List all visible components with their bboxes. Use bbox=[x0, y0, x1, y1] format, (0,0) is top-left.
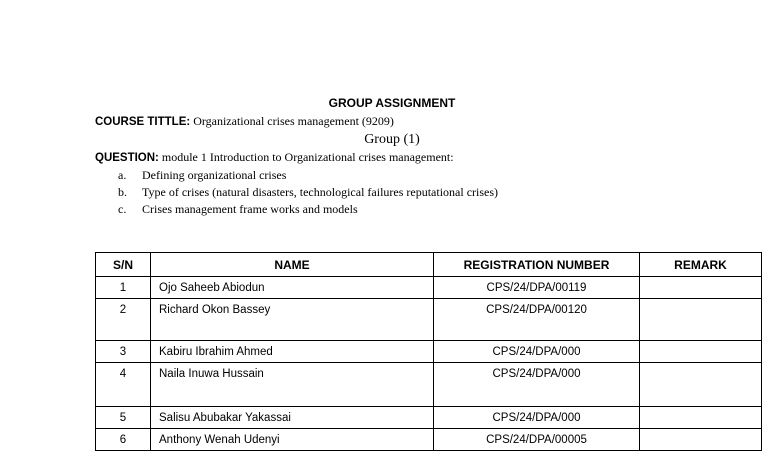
list-marker: a. bbox=[118, 168, 127, 182]
cell-registration: CPS/24/DPA/00005 bbox=[434, 429, 640, 451]
cell-name: Naila Inuwa Hussain bbox=[151, 363, 434, 407]
cell-name: Salisu Abubakar Yakassai bbox=[151, 407, 434, 429]
table-row bbox=[96, 429, 762, 451]
cell-sn: 6 bbox=[96, 429, 151, 451]
header-sn: S/N bbox=[96, 253, 151, 277]
course-label: COURSE TITTLE: bbox=[95, 116, 191, 128]
cell-remark bbox=[640, 363, 762, 407]
cell-remark bbox=[640, 429, 762, 451]
question-line bbox=[95, 150, 454, 165]
cell-name: Ojo Saheeb Abiodun bbox=[151, 277, 434, 299]
cell-remark bbox=[640, 341, 762, 363]
cell-sn: 5 bbox=[96, 407, 151, 429]
list-marker: c. bbox=[118, 202, 127, 216]
cell-registration: CPS/24/DPA/000 bbox=[434, 407, 640, 429]
page-heading: GROUP ASSIGNMENT bbox=[328, 96, 456, 110]
cell-registration: CPS/24/DPA/00119 bbox=[434, 277, 640, 299]
header-name: NAME bbox=[151, 253, 434, 277]
cell-remark bbox=[640, 299, 762, 341]
cell-sn: 1 bbox=[96, 277, 151, 299]
question-text: module 1 Introduction to Organizational crises management: bbox=[161, 150, 454, 164]
list-text: Defining organizational crises bbox=[142, 168, 287, 182]
course-line bbox=[95, 114, 394, 129]
table-header-row bbox=[96, 253, 762, 277]
list-text: Crises management frame works and models bbox=[142, 202, 358, 216]
course-title: Organizational crises management (9209) bbox=[193, 114, 394, 128]
list-text: Type of crises (natural disasters, technological failures reputational crises) bbox=[142, 185, 499, 199]
table-row bbox=[96, 363, 762, 407]
table-row bbox=[96, 277, 762, 299]
list-item bbox=[118, 184, 498, 201]
cell-name: Anthony Wenah Udenyi bbox=[151, 429, 434, 451]
list-marker: b. bbox=[118, 185, 127, 199]
list-item bbox=[118, 167, 498, 184]
cell-registration: CPS/24/DPA/000 bbox=[434, 363, 640, 407]
cell-name: Richard Okon Bassey bbox=[151, 299, 434, 341]
table-row bbox=[96, 407, 762, 429]
question-label: QUESTION: bbox=[95, 152, 159, 164]
subpoint-list bbox=[118, 167, 498, 218]
header-registration: REGISTRATION NUMBER bbox=[434, 253, 640, 277]
cell-sn: 4 bbox=[96, 363, 151, 407]
cell-sn: 3 bbox=[96, 341, 151, 363]
table-row bbox=[96, 341, 762, 363]
group-title: Group (1) bbox=[364, 132, 420, 147]
group-members-table bbox=[95, 252, 762, 451]
table-row bbox=[96, 299, 762, 341]
cell-name: Kabiru Ibrahim Ahmed bbox=[151, 341, 434, 363]
cell-registration: CPS/24/DPA/000 bbox=[434, 341, 640, 363]
list-item bbox=[118, 201, 498, 218]
cell-sn: 2 bbox=[96, 299, 151, 341]
cell-remark bbox=[640, 407, 762, 429]
cell-remark bbox=[640, 277, 762, 299]
cell-registration: CPS/24/DPA/00120 bbox=[434, 299, 640, 341]
header-remark: REMARK bbox=[640, 253, 762, 277]
